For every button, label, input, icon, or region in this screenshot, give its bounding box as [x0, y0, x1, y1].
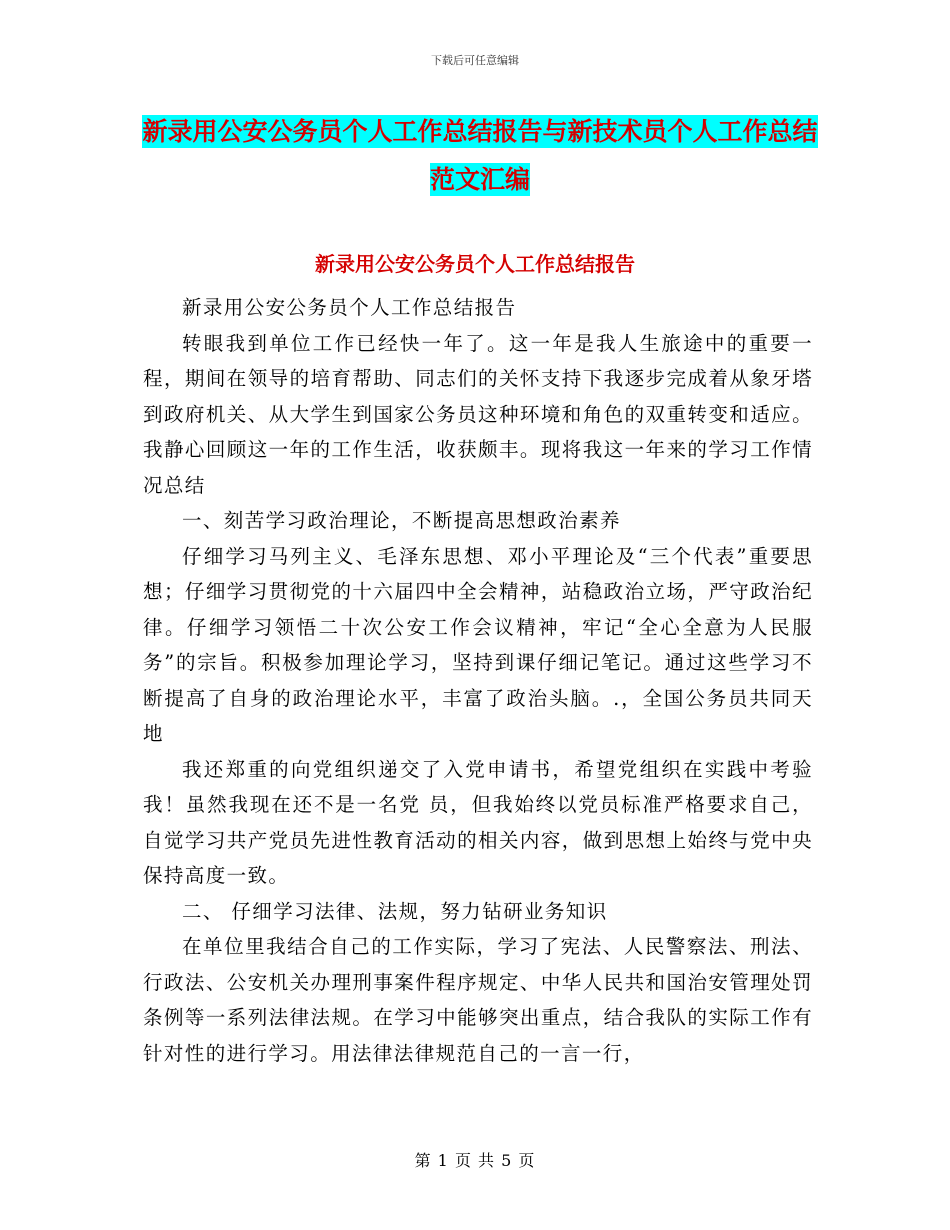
document-body [143, 290, 813, 1071]
paragraph: 仔细学习马列主义、毛泽东思想、邓小平理论及“三个代表”重要思想；仔细学习贯彻党的十六届四中全会精神，站稳政治立场，严守政治纪律。仔细学习领悟二十次公安工作会议精神，牢记“全心全意为人民服务”的宗旨。积极参加理论学习，坚持到课仔细记笔记。通过这些学习不断提高了自身的政治理论水平，丰富了政治头脑。.，全国公务员共同天地 [143, 544, 813, 745]
document-title-highlight: 新录用公安公务员个人工作总结报告与新技术员个人工作总结范文汇编 [142, 117, 818, 194]
paragraph: 转眼我到单位工作已经快一年了。这一年是我人生旅途中的重要一程，期间在领导的培育帮助、同志们的关怀支持下我逐步完成着从象牙塔到政府机关、从大学生到国家公务员这种环境和角色的双重转变和适应。我静心回顾这一年的工作生活，收获颇丰。现将我这一年来的学习工作情况总结 [143, 331, 813, 497]
paragraph: 一、刻苦学习政治理论，不断提高思想政治素养 [182, 509, 621, 532]
paragraph: 二、 仔细学习法律、法规，努力钻研业务知识 [182, 899, 608, 923]
header-note: 下载后可任意编辑 [431, 54, 519, 67]
page-footer: 第 1 页 共 5 页 [414, 1151, 536, 1170]
paragraph: 我还郑重的向党组织递交了入党申请书，希望党组织在实践中考验我！虽然我现在还不是一名党 员，但我始终以党员标准严格要求自己，自觉学习共产党员先进性教育活动的相关内容，做到思想上始终与党中央保持高度一致。 [143, 757, 813, 887]
paragraph: 新录用公安公务员个人工作总结报告 [182, 296, 517, 319]
document-title [140, 108, 820, 204]
section-title: 新录用公安公务员个人工作总结报告 [315, 252, 635, 276]
paragraph: 在单位里我结合自己的工作实际，学习了宪法、人民警察法、刑法、行政法、公安机关办理刑事案件程序规定、中华人民共和国治安管理处罚条例等一系列法律法规。在学习中能够突出重点，结合我队的实际工作有针对性的进行学习。用法律法律规范自己的一言一行， [143, 935, 813, 1065]
